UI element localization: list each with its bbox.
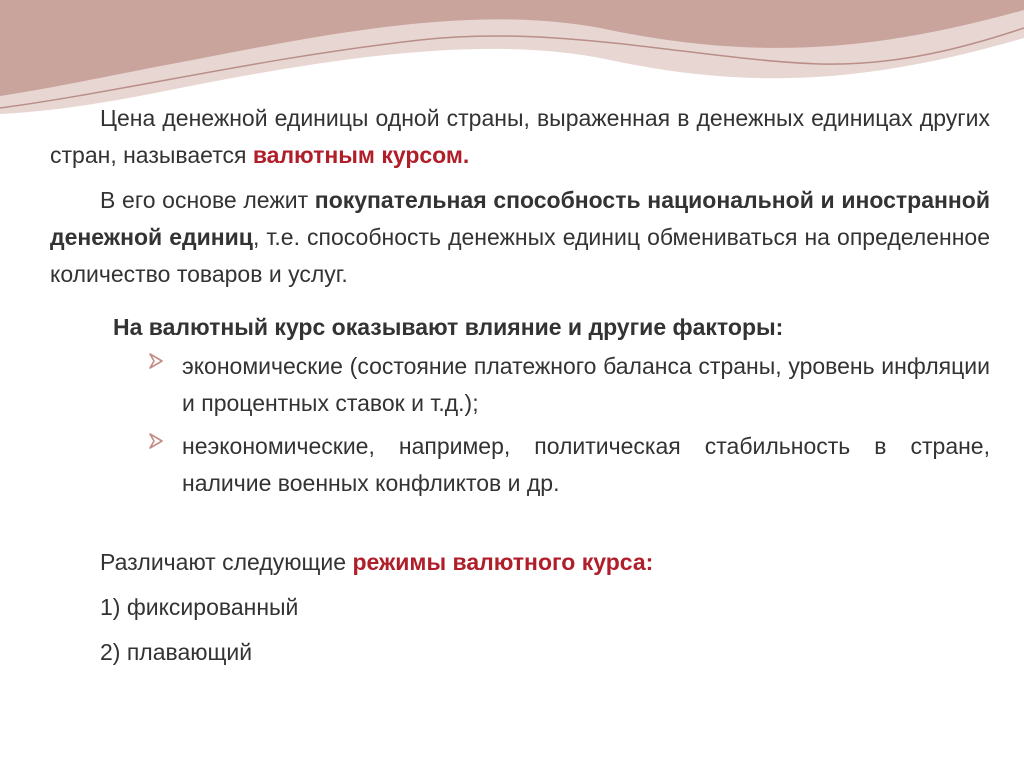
definition-paragraph <box>50 100 990 174</box>
basis-bold: покупательная способность национальной и иностранной денежной единиц <box>50 187 990 250</box>
factor-item-text: экономические (состояние платежного баланса страны, уровень инфляции и процентных ставок и т.д.); <box>182 353 990 416</box>
factor-item-economic <box>182 348 990 422</box>
basis-paragraph <box>50 182 990 293</box>
regimes-prefix: Различают следующие <box>100 549 353 575</box>
factors-section <box>50 309 990 502</box>
factor-item-text: неэкономические, например, политическая стабильность в стране, наличие военных конфликтов и др. <box>182 433 990 496</box>
basis-suffix: , т.е. способность денежных единиц обмениваться на определенное количество товаров и услуг. <box>50 224 991 287</box>
arrow-bullet-icon <box>146 431 166 451</box>
regimes-highlight: режимы валютного курса: <box>352 549 654 575</box>
definition-highlight: валютным курсом. <box>252 142 470 168</box>
regime-item: 1) фиксированный <box>100 594 299 620</box>
arrow-bullet-icon <box>146 351 166 371</box>
slide-content <box>50 100 990 679</box>
regimes-section <box>100 544 990 671</box>
basis-prefix: В его основе лежит <box>100 187 315 213</box>
factor-item-noneconomic <box>182 428 990 502</box>
factors-title: На валютный курс оказывают влияние и другие факторы: <box>113 314 784 340</box>
regimes-intro <box>100 544 990 581</box>
definition-text: Цена денежной единицы одной страны, выраженная в денежных единицах других стран, называется <box>50 105 990 168</box>
regime-item: 2) плавающий <box>100 639 253 665</box>
